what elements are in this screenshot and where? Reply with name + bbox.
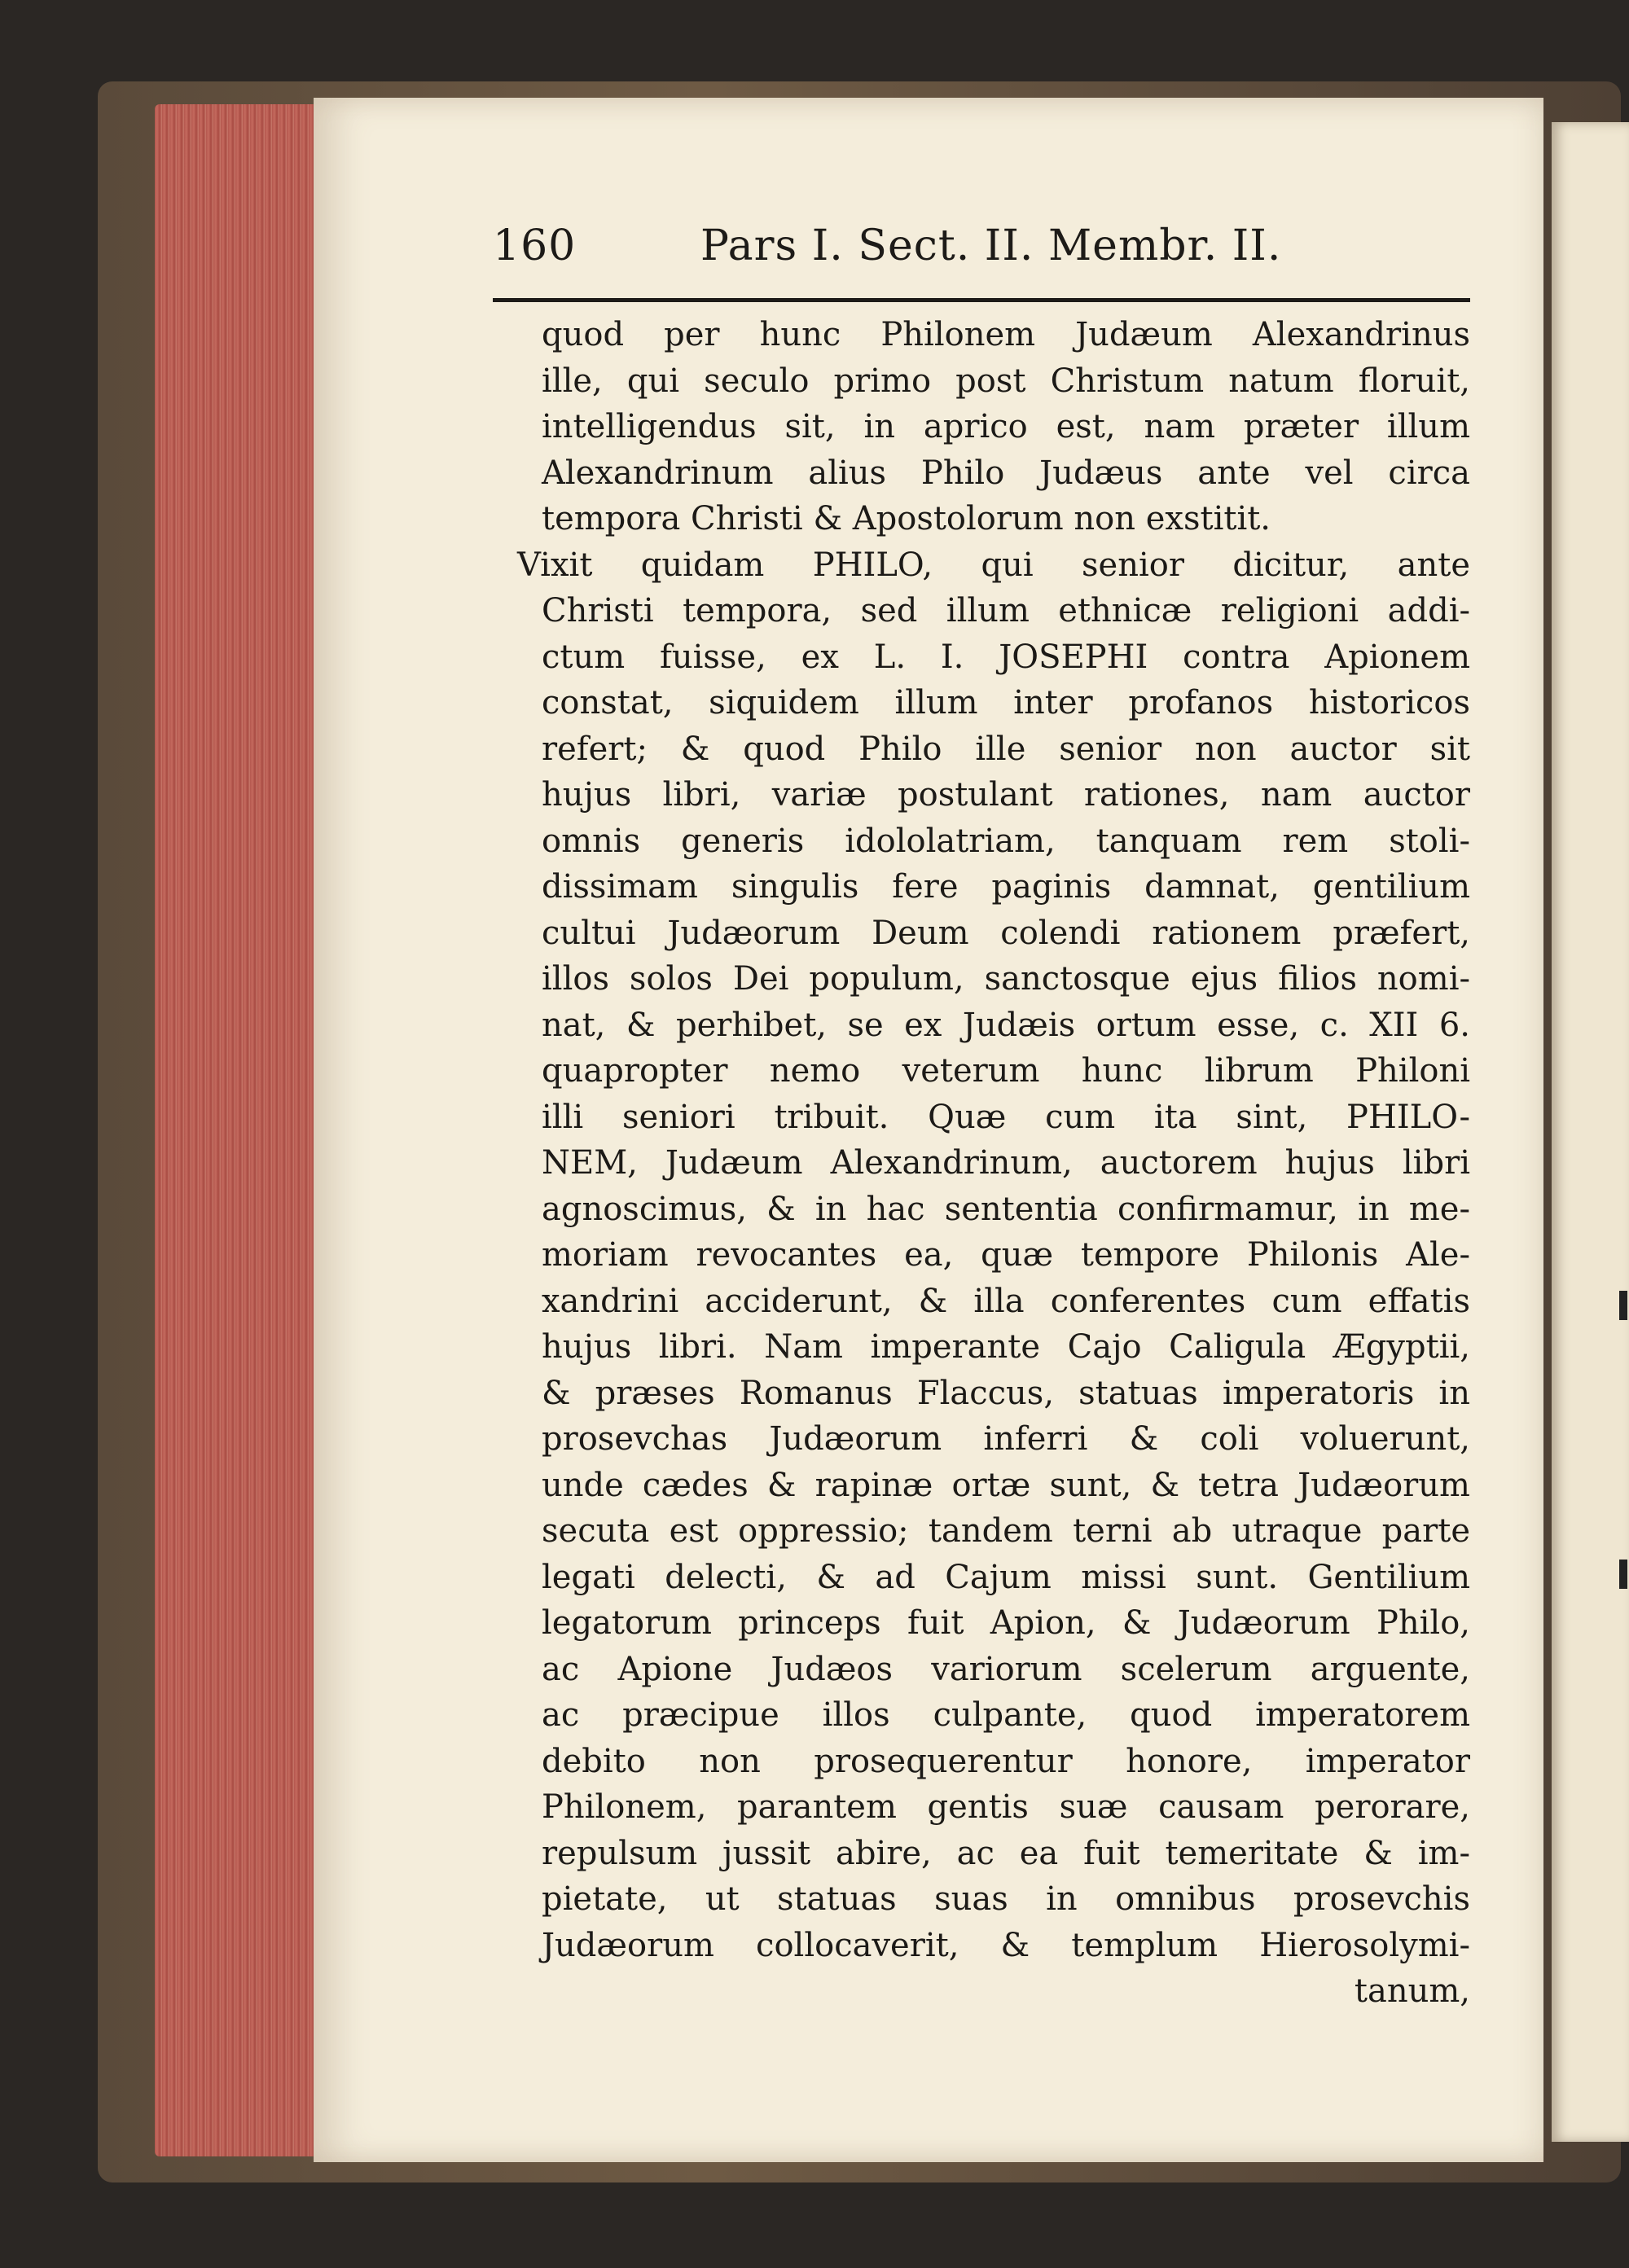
text-line: debito non prosequerentur honore, imperator [542, 1742, 1470, 1780]
text-line: ctum fuisse, ex L. I. JOSEPHI contra Apionem [542, 638, 1470, 676]
text-line: nat, & perhibet, se ex Judæis ortum esse, c. XII 6. [542, 1006, 1470, 1044]
text-line: legatorum princeps fuit Apion, & Judæorum Philo, [542, 1604, 1470, 1642]
text-line: & præses Romanus Flaccus, statuas imperatoris in [542, 1374, 1470, 1412]
text-line: illos solos Dei populum, sanctosque ejus filios nomi- [542, 960, 1470, 998]
text-line: intelligendus sit, in aprico est, nam præter illum [542, 408, 1470, 445]
text-line: quapropter nemo veterum hunc librum Philoni [542, 1052, 1470, 1090]
header-rule [493, 298, 1470, 302]
text-line: prosevchas Judæorum inferri & coli voluerunt, [542, 1420, 1470, 1458]
text-line: Christi tempora, sed illum ethnicæ religioni addi- [542, 592, 1470, 630]
text-line: pietate, ut statuas suas in omnibus prosevchis [542, 1880, 1470, 1918]
page-edges [155, 104, 318, 2156]
text-line: ac præcipue illos culpante, quod imperatorem [542, 1696, 1470, 1734]
text-line: hujus libri. Nam imperante Cajo Caligula Ægyptii, [542, 1328, 1470, 1366]
text-line: ac Apione Judæos variorum scelerum arguente, [542, 1650, 1470, 1688]
text-line: moriam revocantes ea, quæ tempore Philonis Ale- [542, 1236, 1470, 1274]
text-line: hujus libri, variæ postulant rationes, nam auctor [542, 776, 1470, 814]
text-line: dissimam singulis fere paginis damnat, gentilium [542, 868, 1470, 906]
facing-page-letter-mark [1619, 1560, 1627, 1589]
text-line: unde cædes & rapinæ ortæ sunt, & tetra Judæorum [542, 1466, 1470, 1504]
text-line: NEM, Judæum Alexandrinum, auctorem hujus libri [542, 1144, 1470, 1182]
text-line: refert; & quod Philo ille senior non auctor sit [542, 730, 1470, 768]
page-header [493, 222, 1470, 279]
text-line: secuta est oppressio; tandem terni ab utraque parte [542, 1512, 1470, 1550]
text-line: ille, qui seculo primo post Christum natum floruit, [542, 362, 1470, 400]
text-line: agnoscimus, & in hac sententia confirmamur, in me- [542, 1190, 1470, 1228]
text-line: quod per hunc Philonem Judæum Alexandrinus [542, 316, 1470, 353]
text-line: omnis generis idololatriam, tanquam rem stoli- [542, 822, 1470, 860]
text-line: Alexandrinum alius Philo Judæus ante vel circa [542, 454, 1470, 492]
facing-page-letter-mark [1619, 1291, 1627, 1320]
running-head: Pars I. Sect. II. Membr. II. [700, 222, 1282, 270]
text-line: Judæorum collocaverit, & templum Hierosolymi- [542, 1926, 1470, 1964]
facing-page-edge [1552, 122, 1629, 2142]
body-text [517, 312, 1470, 2015]
text-line: legati delecti, & ad Cajum missi sunt. Gentilium [542, 1558, 1470, 1596]
text-line: cultui Judæorum Deum colendi rationem præfert, [542, 914, 1470, 952]
text-line: tempora Christi & Apostolorum non exstitit. [542, 500, 1271, 537]
text-line: Vixit quidam PHILO, qui senior dicitur, ante [517, 546, 1470, 584]
page-number: 160 [493, 222, 577, 270]
catchword: tanum, [1354, 1972, 1470, 2010]
text-line: illi seniori tribuit. Quæ cum ita sint, PHILO- [542, 1098, 1470, 1136]
text-line: constat, siquidem illum inter profanos historicos [542, 684, 1470, 722]
text-line: xandrini acciderunt, & illa conferentes cum effatis [542, 1282, 1470, 1320]
text-line: Philonem, parantem gentis suæ causam perorare, [542, 1788, 1470, 1826]
text-line: repulsum jussit abire, ac ea fuit temeritate & im- [542, 1834, 1470, 1872]
